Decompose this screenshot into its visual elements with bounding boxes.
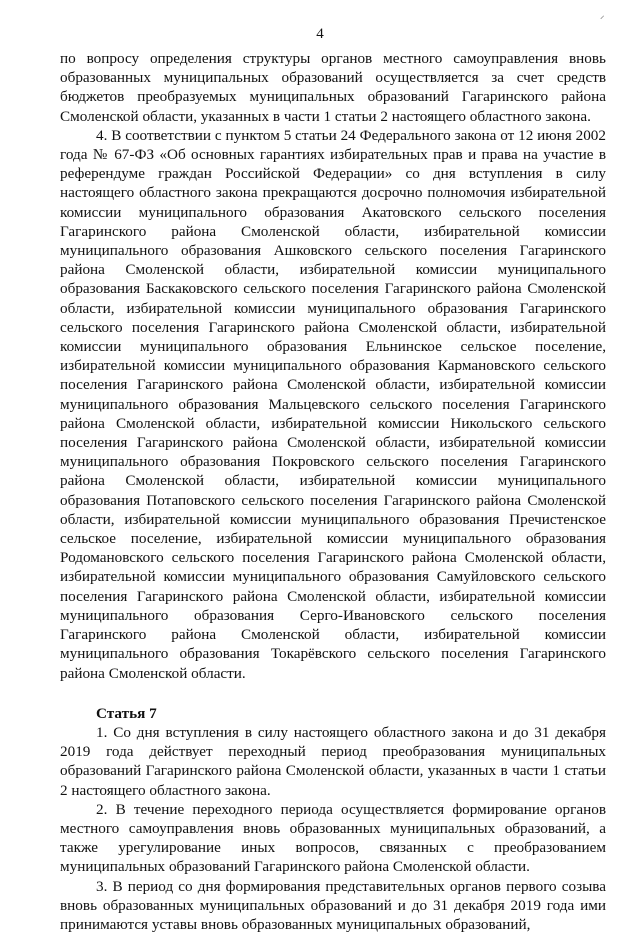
corner-mark: ⸍ xyxy=(600,14,605,24)
document-body xyxy=(60,49,606,934)
paragraph-article7-2: 2. В течение переходного периода осуществляется формирование органов местного самоуправления вновь образованных муниципальных образований, а также урегулирование иных вопросов, связанных с преобразованием муниципальных образований Гагаринского района Смоленской области. xyxy=(60,800,606,876)
paragraph-article7-3: 3. В период со дня формирования представительных органов первого созыва вновь образованных муниципальных образований и до 31 декабря 2019 года ими принимаются уставы вновь образованных муниципальных образований, xyxy=(60,877,606,933)
page-number: 4 xyxy=(316,26,324,42)
paragraph-continuation: по вопросу определения структуры органов местного самоуправления вновь образованных муниципальных образований осуществляется за счет средств бюджетов преобразуемых муниципальных образований Гагаринского района Смоленской области, указанных в части 1 статьи 2 настоящего областного закона. xyxy=(60,50,606,125)
paragraph-article7-1: 1. Со дня вступления в силу настоящего областного закона и до 31 декабря 2019 года действует переходный период преобразования муниципальных образований Гагаринского района Смоленской области, указанных в части 1 статьи 2 настоящего областного закона. xyxy=(60,723,606,799)
paragraph-item-4: 4. В соответствии с пунктом 5 статьи 24 Федерального закона от 12 июня 2002 года № 67-ФЗ «Об основных гарантиях избирательных прав и права на участие в референдуме граждан Российской Федерации» со дня вступления в силу настоящего областного закона прекращаются досрочно полномочия избирательной комиссии муниципального образования Акатовского сельского поселения Гагаринского района Смоленской области, избирательной комиссии муниципального образования Ашковского сельского поселения Гагаринского района Смоленской области, избирательной комиссии муниципального образования Баскаковского сельского поселения Гагаринского района Смоленской области, избирательной комиссии муниципального образования Гагаринского сельского поселения Гагаринского района Смоленской области, избирательной комиссии муниципального образования Ельнинское сельское поселение, избирательной комиссии муниципального образования Кармановского сельского поселения Гагаринского района Смоленской области, избирательной комиссии муниципального образования Мальцевского сельского поселения Гагаринского района Смоленской области, избирательной комиссии Никольского сельского поселения Гагаринского района Смоленской области, избирательной комиссии муниципального образования Покровского сельского поселения Гагаринского района Смоленской области, избирательной комиссии муниципального образования Потаповского сельского поселения Гагаринского района Смоленской области, избирательной комиссии муниципального образования Пречистенское сельское поселение, избирательной комиссии муниципального образования Родомановского сельского поселения Гагаринского района Смоленской области, избирательной комиссии муниципального образования Самуйловского сельского поселения Гагаринского района Смоленской области, избирательной комиссии муниципального образования Серго-Ивановского сельского поселения Гагаринского района Смоленской области, избирательной комиссии муниципального образования Токарёвского сельского поселения Гагаринского района Смоленской области. xyxy=(60,126,606,682)
article-heading: Статья 7 xyxy=(96,704,157,722)
